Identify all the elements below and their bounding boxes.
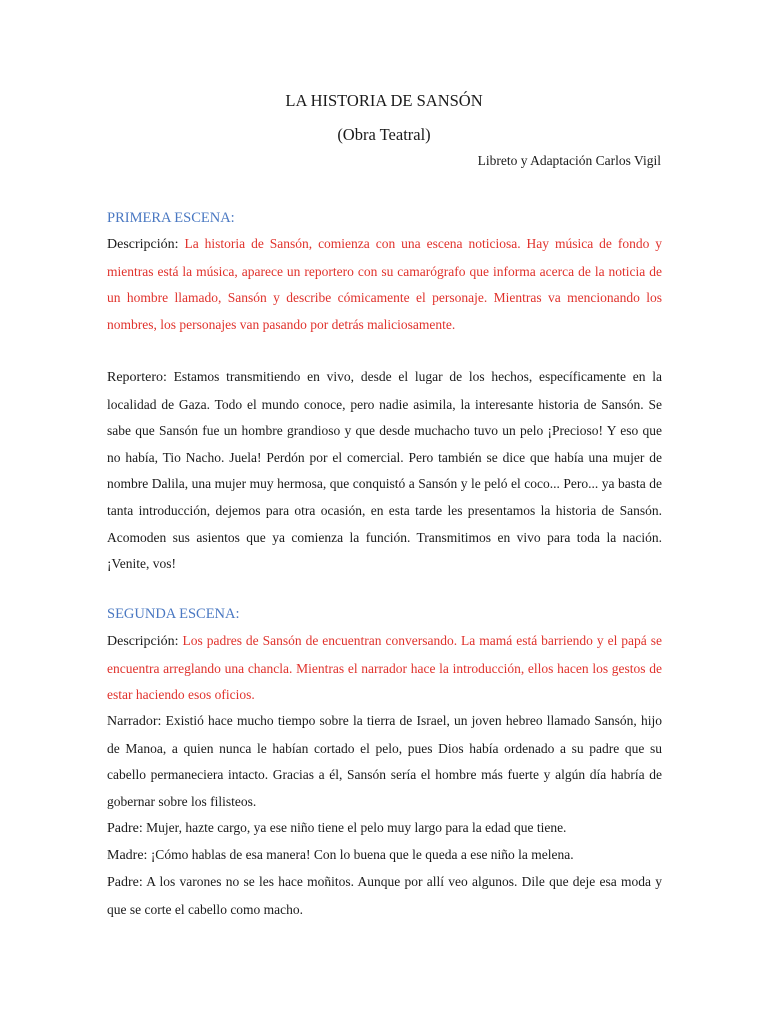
scene-2-description bbox=[107, 628, 662, 709]
dialogue-text: A los varones no se les hace moñitos. Aunque por allí veo algunos. Dile que deje esa moda y que se corte el cabello como macho. bbox=[107, 874, 662, 917]
description-label: Descripción: bbox=[107, 237, 179, 252]
description-text: Los padres de Sansón de encuentran conversando. La mamá está barriendo y el papá se encuentra arreglando una chancla. Mientras el narrador hace la introducción, ellos hacen los gestos de estar haciendo esos oficios. bbox=[107, 633, 662, 703]
speaker-label: Padre: bbox=[107, 875, 143, 890]
dialogue-text: Mujer, hazte cargo, ya ese niño tiene el pelo muy largo para la edad que tiene. bbox=[142, 820, 567, 835]
page-title: LA HISTORIA DE SANSÓN bbox=[285, 91, 483, 110]
reporter-dialogue bbox=[107, 364, 662, 578]
scene-1-description bbox=[107, 231, 662, 338]
mother-dialogue bbox=[107, 842, 662, 870]
dialogue-text: ¡Cómo hablas de esa manera! Con lo buena que le queda a ese niño la melena. bbox=[147, 847, 574, 862]
father-dialogue bbox=[107, 869, 662, 923]
dialogue-text: Estamos transmitiendo en vivo, desde el lugar de los hechos, específicamente en la localidad de Gaza. Todo el mundo conoce, pero nadie asimila, la interesante historia de Sansón. Se sabe que Sansón fue un hombre grandioso y que desde muchacho tuvo un pelo ¡Precioso! Y eso que no había, Tio Nacho. Juela! Perdón por el comercial. Pero también se dice que había una mujer de nombre Dalila, una mujer muy hermosa, que conquistó a Sansón y le peló el coco... Pero... ya basta de tanta introducción, dejemos para otra ocasión, en esta tarde les presentamos la historia de Sansón. Acomoden sus asientos que ya comienza la función. Transmitimos en vivo para toda la nación. ¡Venite, vos! bbox=[107, 369, 662, 572]
scene-1-heading: PRIMERA ESCENA: bbox=[107, 210, 235, 226]
speaker-label: Padre: bbox=[107, 821, 143, 836]
description-label: Descripción: bbox=[107, 634, 179, 649]
speaker-label: Madre: bbox=[107, 848, 148, 863]
narrator-dialogue bbox=[107, 708, 662, 815]
speaker-label: Reportero: bbox=[107, 370, 167, 385]
author-credit: Libreto y Adaptación Carlos Vigil bbox=[477, 153, 661, 168]
description-text: La historia de Sansón, comienza con una escena noticiosa. Hay música de fondo y mientras está la música, aparece un reportero con su camarógrafo que informa acerca de la noticia de un hombre llamado, Sansón y describe cómicamente el personaje. Mientras va mencionando los nombres, los personajes van pasando por detrás maliciosamente. bbox=[107, 236, 662, 332]
scene-2-heading: SEGUNDA ESCENA: bbox=[107, 606, 240, 622]
page-subtitle: (Obra Teatral) bbox=[337, 125, 431, 144]
father-dialogue bbox=[107, 815, 662, 843]
speaker-label: Narrador: bbox=[107, 714, 162, 729]
dialogue-text: Existió hace mucho tiempo sobre la tierra de Israel, un joven hebreo llamado Sansón, hijo de Manoa, a quien nunca le habían cortado el pelo, pues Dios había ordenado a su padre que su cabello permaneciera intacto. Gracias a él, Sansón sería el hombre más fuerte y algún día habría de gobernar sobre los filisteos. bbox=[107, 713, 662, 809]
